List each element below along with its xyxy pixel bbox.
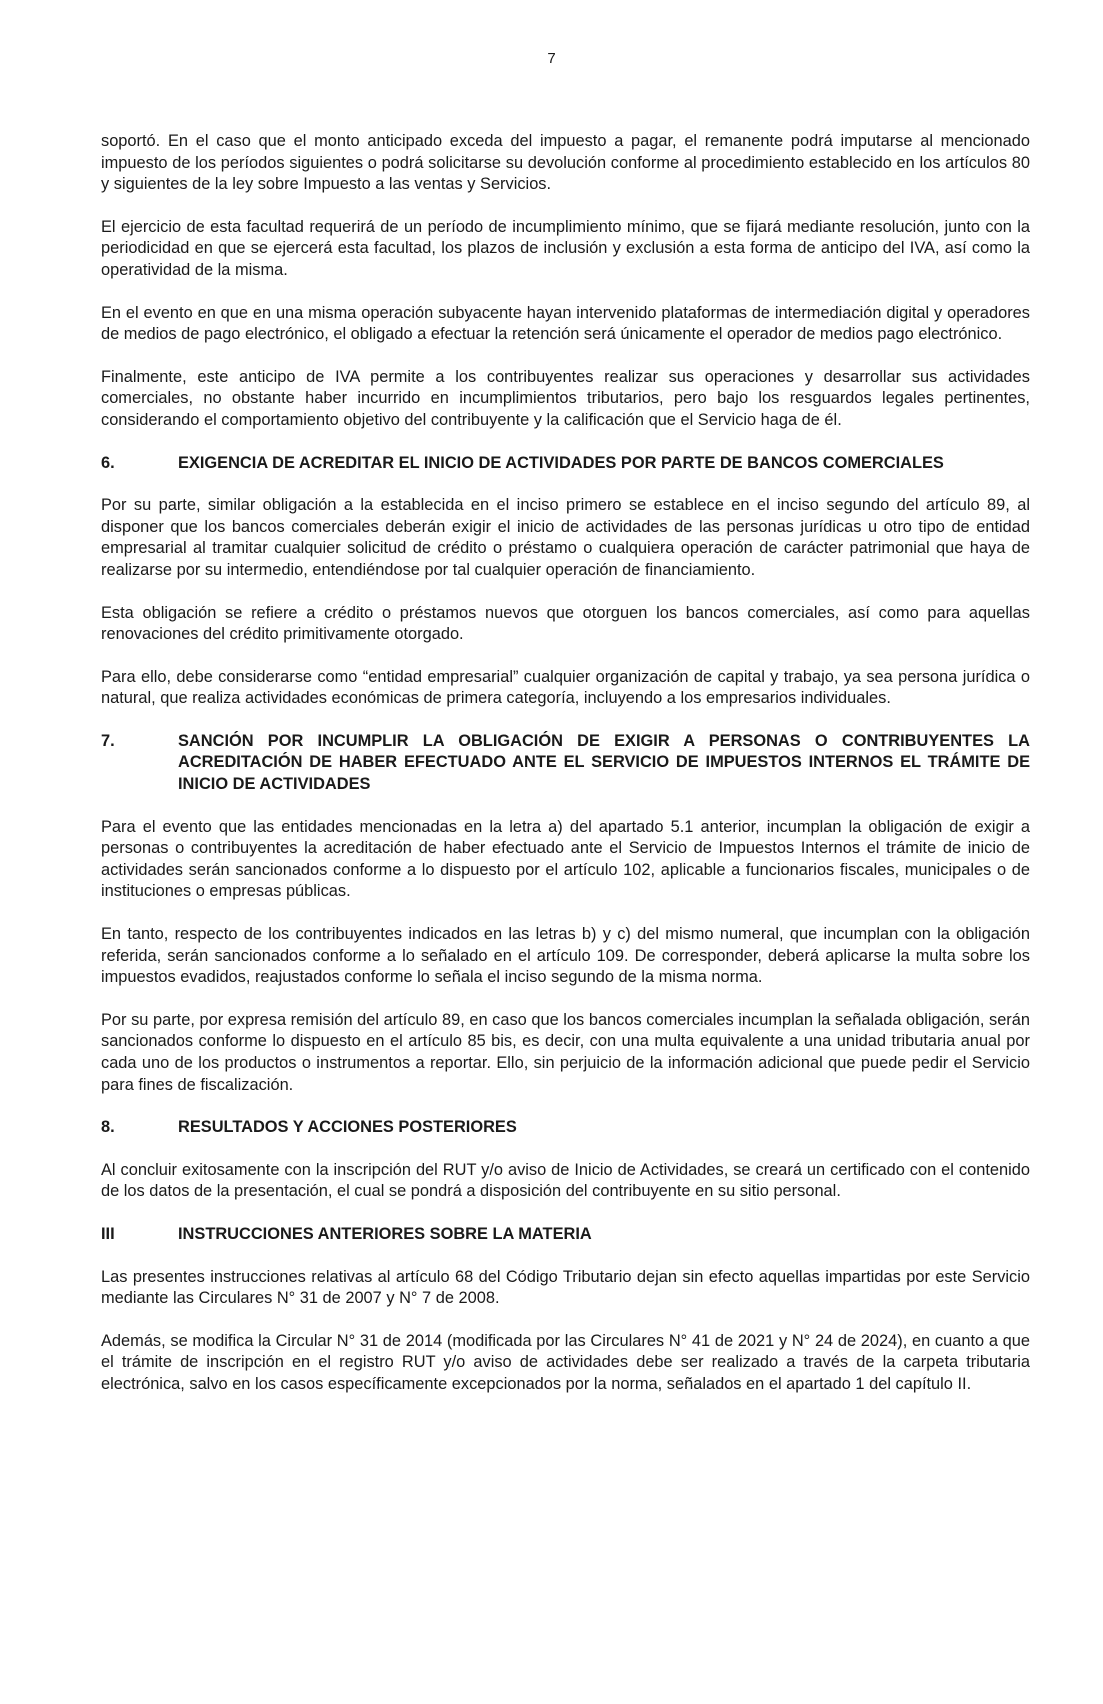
paragraph-evento-entidades: Para el evento que las entidades mencionadas en la letra a) del apartado 5.1 anterior, incumplan la obligación de exigir a personas o contribuyentes la acreditación de haber efectuado ante el Servicio de Impuestos Internos el trámite de inicio de actividades serán sancionados conforme a lo dispuesto por el artículo 102, aplicable a funcionarios fiscales, municipales o de instituciones o empresas públicas.: [101, 817, 1030, 901]
section-heading-6: [101, 453, 1030, 475]
paragraph-similar-obligacion: Por su parte, similar obligación a la establecida en el inciso primero se establece en el inciso segundo del artículo 89, al disponer que los bancos comerciales deberán exigir el inicio de actividades de las personas jurídicas u otro tipo de entidad empresarial al tramitar cualquier solicitud de crédito o préstamo o cualquiera operación de carácter patrimonial que haya de realizarse por su intermedio, entendiéndose por tal cualquier operación de financiamiento.: [101, 496, 1030, 579]
paragraph-finalmente-anticipo: Finalmente, este anticipo de IVA permite a los contribuyentes realizar sus operaciones y desarrollar sus actividades comerciales, no obstante haber incurrido en incumplimientos tributarios, pero bajo los resguardos legales pertinentes, considerando el comportamiento objetivo del contribuyente y la calificación que el Servicio haga de él.: [101, 367, 1030, 429]
page-number: 7: [547, 50, 556, 67]
paragraph-modifica-circular: Además, se modifica la Circular N° 31 de 2014 (modificada por las Circulares N° 41 de 2021 y N° 24 de 2024), en cuanto a que el trámite de inscripción en el registro RUT y/o aviso de actividades debe ser realizado a través de la carpeta tributaria electrónica, salvo en los casos específicamente excepcionados por la norma, señalados en el apartado 1 del capítulo II.: [101, 1331, 1030, 1393]
paragraph-evento-operacion: En el evento en que en una misma operación subyacente hayan intervenido plataformas de intermediación digital y operadores de medios de pago electrónico, el obligado a efectuar la retención será únicamente el operador de medios pago electrónico.: [101, 303, 1030, 344]
paragraph-obligacion-credito: Esta obligación se refiere a crédito o préstamos nuevos que otorguen los bancos comerciales, así como para aquellas renovaciones del crédito primitivamente otorgado.: [101, 603, 1030, 644]
paragraph-resultados: Al concluir exitosamente con la inscripción del RUT y/o aviso de Inicio de Actividades, se creará un certificado con el contenido de los datos de la presentación, el cual se pondrá a disposición del contribuyente en su sitio personal.: [101, 1160, 1030, 1201]
section-number: 8.: [101, 1118, 115, 1137]
paragraph-entidad-empresarial: Para ello, debe considerarse como “entidad empresarial” cualquier organización de capital y trabajo, ya sea persona jurídica o natural, que realiza actividades económicas de primera categoría, incluyendo a los empresarios individuales.: [101, 667, 1030, 708]
section-heading-8: [101, 1117, 1030, 1139]
section-title: RESULTADOS Y ACCIONES POSTERIORES: [178, 1118, 517, 1137]
paragraph-ejercicio-facultad: El ejercicio de esta facultad requerirá de un período de incumplimiento mínimo, que se fijará mediante resolución, junto con la periodicidad en que se ejercerá esta facultad, los plazos de inclusión y exclusión a esta forma de anticipo del IVA, así como la operatividad de la misma.: [101, 217, 1030, 279]
paragraph-instrucciones-anteriores: Las presentes instrucciones relativas al artículo 68 del Código Tributario dejan sin efecto aquellas impartidas por este Servicio mediante las Circulares N° 31 de 2007 y N° 7 de 2008.: [101, 1267, 1030, 1308]
section-heading-7: [101, 731, 1030, 796]
section-title: INSTRUCCIONES ANTERIORES SOBRE LA MATERIA: [178, 1224, 592, 1243]
section-number: 6.: [101, 453, 115, 472]
document-body: [101, 131, 1030, 1417]
section-title: SANCIÓN POR INCUMPLIR LA OBLIGACIÓN DE EXIGIR A PERSONAS O CONTRIBUYENTES LA ACREDITACIÓN DE HABER EFECTUADO ANTE EL SERVICIO DE IMPUESTOS INTERNOS EL TRÁMITE DE INICIO DE ACTIVIDADES: [178, 731, 1030, 794]
paragraph-bancos-sancion: Por su parte, por expresa remisión del artículo 89, en caso que los bancos comerciales incumplan la señalada obligación, serán sancionados conforme lo dispuesto en el artículo 85 bis, es decir, con una multa equivalente a una unidad tributaria anual por cada uno de los productos o instrumentos a reportar. Ello, sin perjuicio de la información adicional que puede pedir el Servicio para fines de fiscalización.: [101, 1010, 1030, 1094]
section-heading-iii: [101, 1224, 1030, 1246]
section-number: 7.: [101, 731, 115, 750]
paragraph-contribuyentes-sancion: En tanto, respecto de los contribuyentes indicados en las letras b) y c) del mismo numeral, que incumplan con la obligación referida, serán sancionados conforme a lo señalado en el artículo 109. De corresponder, deberá aplicarse la multa sobre los impuestos evadidos, reajustados conforme lo señala el inciso segundo de la misma norma.: [101, 925, 1030, 987]
section-title: EXIGENCIA DE ACREDITAR EL INICIO DE ACTIVIDADES POR PARTE DE BANCOS COMERCIALES: [178, 453, 944, 472]
section-number: III: [101, 1224, 115, 1243]
paragraph-anticipo-remanente: soportó. En el caso que el monto anticipado exceda del impuesto a pagar, el remanente podrá imputarse al mencionado impuesto de los períodos siguientes o podrá solicitarse su devolución conforme al procedimiento establecido en los artículos 80 y siguientes de la ley sobre Impuesto a las ventas y Servicios.: [101, 132, 1030, 194]
